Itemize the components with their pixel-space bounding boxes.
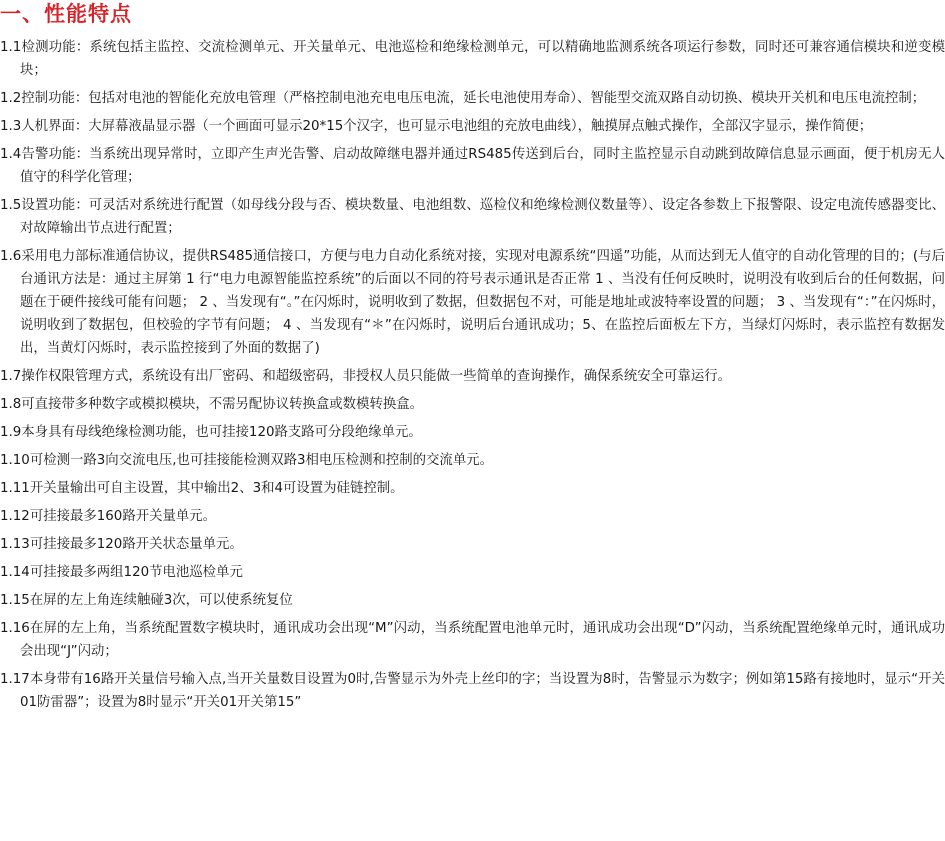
- feature-item: 1.1检测功能：系统包括主监控、交流检测单元、开关量单元、电池巡检和绝缘检测单元，可以精确地监测系统各项运行参数，同时还可兼容通信模块和逆变模块；: [0, 40, 945, 78]
- feature-item: 1.5设置功能：可灵活对系统进行配置（如母线分段与否、模块数量、电池组数、巡检仪和绝缘检测仪数量等）、设定各参数上下报警限、设定电流传感器变比、对故障输出节点进行配置；: [0, 198, 945, 236]
- feature-item: 1.2控制功能：包括对电池的智能化充放电管理（严格控制电池充电电压电流，延长电池使用寿命）、智能型交流双路自动切换、模块开关机和电压电流控制；: [0, 91, 926, 106]
- feature-item: 1.16在屏的左上角，当系统配置数字模块时，通讯成功会出现“M”闪动，当系统配置电池单元时，通讯成功会出现“D”闪动，当系统配置绝缘单元时，通讯成功会出现“J”闪动；: [0, 621, 945, 659]
- section-heading: 一、性能特点: [0, 2, 132, 26]
- feature-list: [0, 36, 945, 719]
- feature-item: 1.10可检测一路3向交流电压,也可挂接能检测双路3相电压检测和控制的交流单元。: [0, 453, 493, 468]
- feature-item: 1.13可挂接最多120路开关状态量单元。: [0, 537, 243, 552]
- feature-item: 1.12可挂接最多160路开关量单元。: [0, 509, 217, 524]
- feature-item: 1.4告警功能：当系统出现异常时，立即产生声光告警、启动故障继电器并通过RS485传送到后台，同时主监控显示自动跳到故障信息显示画面，便于机房无人值守的科学化管理；: [0, 147, 945, 185]
- feature-item: 1.6采用电力部标准通信协议，提供RS485通信接口，方便与电力自动化系统对接，实现对电源系统“四遥”功能，从而达到无人值守的自动化管理的目的；(与后台通讯方法是：通过主屏第 1 行“电力电源智能监控系统”的后面以不同的符号表示通讯是否正常 1 、当没有任何反映时，说明没有收到后台的任何数据，问题在于硬件接线可能有问题； 2 、当发现有“。”在闪烁时，说明收到了数据，但数据包不对，可能是地址或波特率设置的问题； 3 、当发现有“：”在闪烁时，说明收到了数据包，但校验的字节有问题； 4 、当发现有“＊”在闪烁时，说明后台通讯成功；5、在监控后面板左下方，当绿灯闪烁时，表示监控有数据发出，当黄灯闪烁时，表示监控接到了外面的数据了): [0, 249, 945, 356]
- feature-item: 1.8可直接带多种数字或模拟模块，不需另配协议转换盒或数模转换盒。: [0, 397, 424, 412]
- feature-item: 1.15在屏的左上角连续触碰3次，可以使系统复位: [0, 593, 293, 608]
- feature-item: 1.14可挂接最多两组120节电池巡检单元: [0, 565, 243, 580]
- feature-item: 1.11开关量输出可自主设置，其中输出2、3和4可设置为硅链控制。: [0, 481, 404, 496]
- feature-item: 1.17本身带有16路开关量信号输入点,当开关量数目设置为0时,告警显示为外壳上丝印的字；当设置为8时，告警显示为数字；例如第15路有接地时，显示“开关01防雷器”；设置为8时显示“开关01开关第15”: [0, 672, 945, 710]
- feature-item: 1.3人机界面：大屏幕液晶显示器（一个画面可显示20*15个汉字，也可显示电池组的充放电曲线），触摸屏点触式操作，全部汉字显示，操作简便；: [0, 119, 873, 134]
- feature-item: 1.9本身具有母线绝缘检测功能，也可挂接120路支路可分段绝缘单元。: [0, 425, 422, 440]
- feature-item: 1.7操作权限管理方式，系统设有出厂密码、和超级密码，非授权人员只能做一些简单的查询操作，确保系统安全可靠运行。: [0, 369, 731, 384]
